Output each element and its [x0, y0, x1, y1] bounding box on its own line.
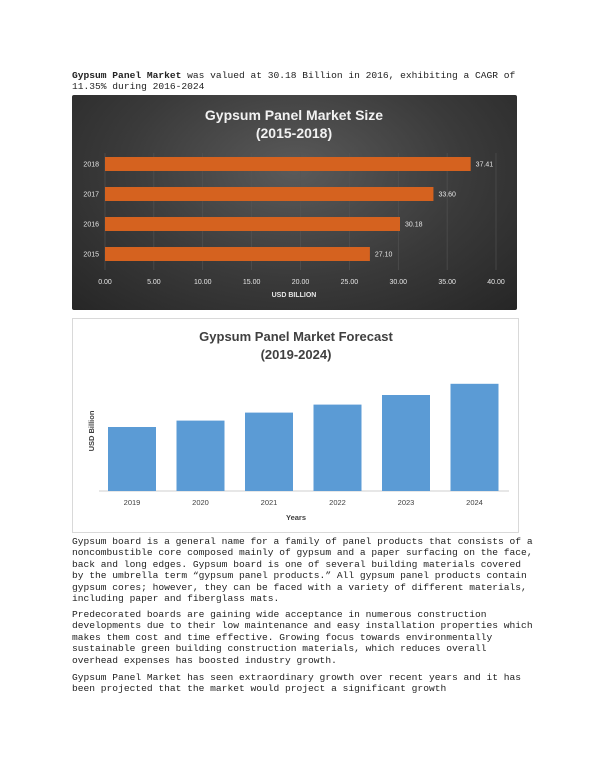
paragraph-gypsum-board: Gypsum board is a general name for a family of panel products that consists of a noncombustible core composed mainly of gypsum and a paper surfacing on the face, back and long edges. Gypsum board is one of several building materials covered by the umbrella term “gypsum panel products.” All gypsum panel products contain gypsum cores; however, they can be faced with a variety of different materials, including paper and fiberglass mats. — [72, 536, 533, 605]
bar-2024 — [451, 384, 499, 491]
y-tick-label: 2016 — [83, 221, 99, 229]
x-tick-label: 35.00 — [438, 279, 456, 286]
y-tick-label: 2017 — [83, 191, 99, 199]
x-tick-label: 0.00 — [98, 279, 112, 286]
y-tick-label: 2015 — [83, 251, 99, 259]
x-tick-label: 2024 — [466, 498, 483, 507]
y-tick-label: 2018 — [83, 161, 99, 169]
x-axis-label: USD BILLION — [271, 292, 317, 299]
chart-subtitle: (2015-2018) — [255, 125, 333, 141]
bar-2016 — [105, 217, 400, 231]
bar-2023 — [382, 395, 430, 491]
paragraph-predecorated-boards: Predecorated boards are gaining wide acceptance in numerous construction developments due to their low maintenance and easy installation properties which makes them cost and time effective. Growing focus towards environmentally sustainable green building construction materials, which reduces overall overhead expenses has boosted industry growth. — [72, 609, 533, 666]
x-tick-label: 2019 — [123, 498, 141, 507]
bar-2017 — [105, 187, 433, 201]
market-forecast-chart — [72, 318, 519, 533]
data-label: 33.60 — [438, 191, 456, 199]
x-tick-label: 25.00 — [340, 279, 359, 286]
chart-title: Gypsum Panel Market Size — [204, 107, 384, 123]
bar-2019 — [108, 427, 156, 491]
bar-2022 — [314, 405, 362, 491]
market-size-chart-svg — [72, 95, 517, 310]
intro-bold-term: Gypsum Panel Market — [72, 70, 182, 81]
bar-2021 — [245, 413, 293, 491]
x-tick-label: 20.00 — [291, 279, 310, 286]
x-tick-label: 40.00 — [487, 279, 505, 286]
y-axis-label: USD Billion — [87, 410, 96, 452]
x-tick-label: 5.00 — [147, 279, 161, 286]
data-label: 27.10 — [374, 251, 393, 259]
x-tick-label: 2020 — [192, 498, 209, 507]
data-label: 37.41 — [475, 161, 494, 169]
x-tick-label: 10.00 — [193, 279, 212, 286]
bar-2018 — [105, 157, 471, 171]
x-tick-label: 30.00 — [389, 279, 408, 286]
x-tick-label: 2023 — [397, 498, 415, 507]
chart-subtitle: (2019-2024) — [260, 347, 332, 362]
chart-title: Gypsum Panel Market Forecast — [199, 329, 393, 344]
bar-2015 — [105, 247, 370, 261]
bar-2020 — [177, 421, 225, 491]
data-label: 30.18 — [405, 221, 423, 229]
x-axis-label: Years — [285, 513, 307, 522]
paragraph-market-growth: Gypsum Panel Market has seen extraordinary growth over recent years and it has been projected that the market would project a significant growth — [72, 672, 522, 695]
x-tick-label: 2022 — [329, 498, 346, 507]
market-size-chart — [72, 95, 517, 310]
x-tick-label: 15.00 — [242, 279, 261, 286]
market-forecast-chart-svg — [73, 319, 518, 532]
intro-text: was valued at 30.18 Billion in 2016, exhibiting a CAGR of 11.35% during 2016-2024 — [72, 70, 516, 93]
x-tick-label: 2021 — [260, 498, 278, 507]
intro-paragraph — [72, 70, 534, 93]
